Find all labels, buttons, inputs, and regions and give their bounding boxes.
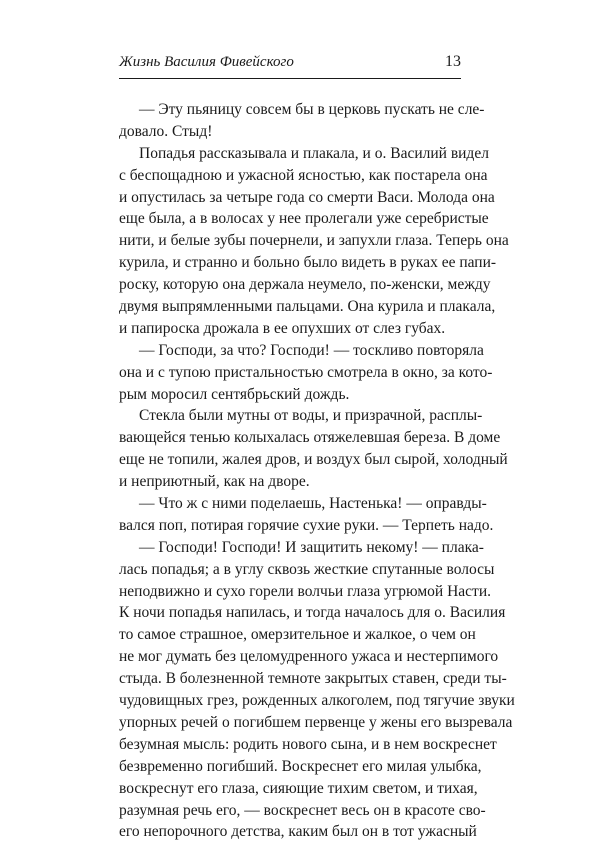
text-line: еще была, а в волосах у нее пролегали уже серебристые bbox=[119, 210, 489, 228]
text-line: курила, и странно и больно было видеть в руках ее папи- bbox=[119, 254, 497, 272]
text-line: его непорочного детства, каким был он в тот ужасный bbox=[119, 823, 477, 841]
text-line: то самое страшное, омерзительное и жалкое, о чем он bbox=[119, 626, 476, 644]
text-line: вающейся тенью колыхалась отяжелевшая береза. В доме bbox=[119, 429, 501, 447]
text-line: неподвижно и сухо горели волчьи глаза угрюмой Насти. bbox=[119, 582, 491, 600]
text-line: разумная речь его, — воскреснет весь он в красоте сво- bbox=[119, 801, 486, 819]
text-line: стыда. В болезненной темноте закрытых ставен, среди ты- bbox=[119, 670, 507, 688]
text-line: и опустилась за четыре года со смерти Васи. Молода она bbox=[119, 188, 495, 206]
text-line: вался поп, потирая горячие сухие руки. — Терпеть надо. bbox=[119, 516, 494, 534]
text-line: двумя выпрямленными пальцами. Она курила и плакала, bbox=[119, 298, 496, 316]
text-line: довало. Стыд! bbox=[119, 122, 213, 140]
running-title: Жизнь Василия Фивейского bbox=[119, 54, 294, 70]
text-line: и папироска дрожала в ее опухших от слез губах. bbox=[119, 319, 446, 337]
text-line: — Что ж с ними поделаешь, Настенька! — оправды- bbox=[139, 495, 487, 513]
page-number: 13 bbox=[445, 53, 461, 70]
text-line: безумная мысль: родить нового сына, и в нем воскреснет bbox=[119, 735, 497, 753]
text-line: и неприютный, как на дворе. bbox=[119, 473, 310, 491]
text-line: Стекла были мутны от воды, и призрачной, расплы- bbox=[139, 407, 483, 425]
text-line: безвременно погибший. Воскреснет его милая улыбка, bbox=[119, 757, 482, 775]
text-line: еще не топили, жалея дров, и воздух был сырой, холодный bbox=[119, 451, 508, 469]
text-line: нити, и белые зубы почернели, и запухли глаза. Теперь она bbox=[119, 232, 509, 250]
text-line: К ночи попадья напилась, и тогда началось для о. Василия bbox=[119, 604, 506, 622]
text-line: — Господи! Господи! И защитить некому! — плака- bbox=[139, 538, 484, 556]
text-line: воскреснут его глаза, сияющие тихим светом, и тихая, bbox=[119, 779, 478, 797]
text-line: лась попадья; а в углу сквозь жесткие спутанные волосы bbox=[119, 560, 495, 578]
running-head bbox=[119, 54, 461, 76]
text-line: чудовищных грез, рожденных алкоголем, под тягучие звуки bbox=[119, 692, 515, 710]
text-line: не мог думать без целомудренного ужаса и нестерпимого bbox=[119, 648, 499, 666]
text-line: роску, которую она держала неумело, по-женски, между bbox=[119, 276, 491, 294]
header-rule bbox=[119, 78, 461, 79]
text-line: — Господи, за что? Господи! — тоскливо повторяла bbox=[139, 341, 484, 359]
text-line: с беспощадною и ужасной ясностью, как постарела она bbox=[119, 166, 488, 184]
text-line: — Эту пьяницу совсем бы в церковь пускать не сле- bbox=[139, 101, 485, 118]
text-line: она и с тупою пристальностью смотрела в окно, за кото- bbox=[119, 363, 493, 381]
body-text bbox=[119, 99, 515, 843]
text-line: рым моросил сентябрьский дождь. bbox=[119, 385, 350, 403]
text-line: упорных речей о погибшем первенце у жены его вызревала bbox=[119, 713, 513, 731]
text-line: Попадья рассказывала и плакала, и о. Василий видел bbox=[139, 144, 489, 162]
